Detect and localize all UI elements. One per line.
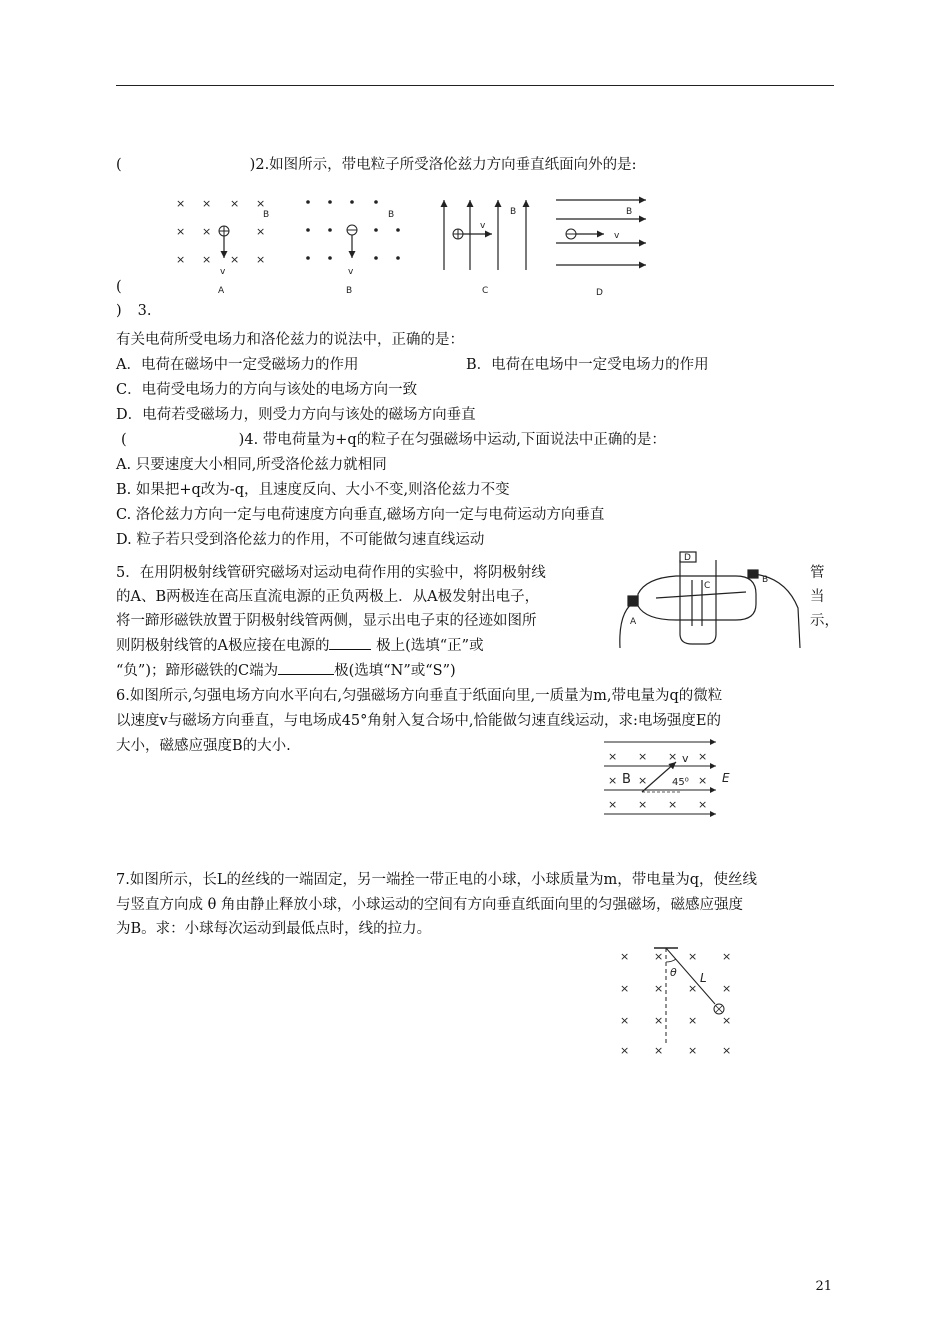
q5-fig-label-a: A: [630, 617, 637, 627]
svg-text:×: ×: [230, 197, 240, 210]
svg-text:×: ×: [688, 1014, 698, 1027]
q5-line-4-pre: 则阴极射线管的A极应接在电源的: [116, 638, 330, 654]
svg-text:×: ×: [230, 253, 240, 266]
svg-text:×: ×: [638, 798, 648, 811]
q6-fig-b-label: B: [622, 772, 631, 787]
page-number: 21: [815, 1279, 832, 1294]
q5-line-5-pre: “负”)；蹄形磁铁的C端为: [116, 663, 279, 679]
q2-line: [116, 153, 637, 174]
q5-line-3-end: 示，: [810, 613, 839, 629]
svg-text:×: ×: [698, 774, 708, 787]
q2-fig-a-v-label: v: [220, 267, 226, 277]
q4-option-a: A. 只要速度大小相同,所受洛伦兹力就相同: [116, 457, 387, 473]
header-rule: [116, 85, 834, 86]
svg-text:×: ×: [608, 750, 618, 763]
svg-text:×: ×: [698, 798, 708, 811]
q5-fig-label-d: D: [684, 553, 691, 563]
svg-text:×: ×: [202, 225, 212, 238]
q5-line-4-post: 极上(选填“正”或: [371, 638, 484, 654]
q3-paren-close: ): [116, 303, 122, 319]
svg-text:×: ×: [202, 253, 212, 266]
q2-figure: [168, 190, 658, 300]
q2-fig-d-label: D: [596, 288, 603, 298]
q4-line: [121, 428, 666, 449]
q4-option-d: D. 粒子若只受到洛伦兹力的作用，不可能做匀速直线运动: [116, 532, 485, 548]
svg-text:×: ×: [620, 950, 630, 963]
q5-line-1: 5．在用阴极射线管研究磁场对运动电荷作用的实验中，将阴极射线: [116, 565, 546, 581]
svg-text:×: ×: [654, 1014, 664, 1027]
svg-text:×: ×: [688, 1044, 698, 1057]
q2-fig-c-v-label: v: [480, 221, 486, 231]
svg-text:×: ×: [620, 1014, 630, 1027]
q5-line-3: 将一蹄形磁铁放置于阴极射线管两侧，显示出电子束的径迹如图所: [116, 613, 537, 629]
svg-text:×: ×: [638, 774, 648, 787]
svg-text:×: ×: [638, 750, 648, 763]
q6-line-2: 以速度v与磁场方向垂直，与电场成45°角射入复合场中,恰能做匀速直线运动，求:电场强度E的: [116, 713, 721, 729]
q4-option-b: B. 如果把+q改为-q，且速度反向、大小不变,则洛伦兹力不变: [116, 482, 510, 498]
svg-text:×: ×: [668, 750, 678, 763]
q5-fig-label-b: B: [762, 575, 769, 585]
q7-line-3: 为B。求：小球每次运动到最低点时，线的拉力。: [116, 921, 432, 937]
svg-text:×: ×: [620, 982, 630, 995]
q2-fig-d: [556, 200, 646, 298]
svg-text:×: ×: [722, 1014, 732, 1027]
svg-text:×: ×: [722, 950, 732, 963]
svg-text:×: ×: [256, 253, 266, 266]
q2-fig-b: [306, 200, 400, 296]
q4-option-c: C. 洛伦兹力方向一定与电荷速度方向垂直,磁场方向一定与电荷运动方向垂直: [116, 507, 605, 523]
q6-line-1: 6.如图所示,匀强电场方向水平向右,匀强磁场方向垂直于纸面向里,一质量为m,带电量为q的微粒: [116, 688, 723, 704]
q3-number-line: [116, 303, 152, 319]
svg-text:×: ×: [176, 253, 186, 266]
q7-fig-l-label: L: [700, 971, 707, 985]
q5-line-5: [116, 659, 456, 680]
q2-fig-a-b-label: B: [263, 210, 270, 220]
svg-text:×: ×: [654, 950, 664, 963]
q2-fig-b-v-label: v: [348, 267, 354, 277]
q7-line-1: 7.如图所示，长L的丝线的一端固定，另一端拴一带正电的小球，小球质量为m，带电量为q，使丝线: [116, 872, 757, 888]
q2-paren-close: ): [249, 157, 256, 173]
q5-blank-magnet[interactable]: [278, 660, 334, 675]
q2-fig-c-b-label: B: [510, 207, 517, 217]
q2-fig-c: [444, 200, 526, 296]
q2-fig-b-b-label: B: [388, 210, 395, 220]
q2-fig-d-b-label: B: [626, 207, 633, 217]
svg-text:×: ×: [620, 1044, 630, 1057]
q7-pendulum-figure: [614, 942, 740, 1058]
svg-text:×: ×: [698, 750, 708, 763]
q5-blank-pole[interactable]: [329, 635, 371, 650]
svg-text:×: ×: [256, 225, 266, 238]
svg-text:×: ×: [608, 798, 618, 811]
q6-fig-angle-label: 45⁰: [672, 777, 689, 788]
q3-option-d: D．电荷若受磁场力，则受力方向与该处的磁场方向垂直: [116, 407, 476, 423]
q3-stem: 有关电荷所受电场力和洛伦兹力的说法中，正确的是：: [116, 332, 464, 348]
q2-fig-a-label: A: [218, 286, 225, 296]
svg-text:×: ×: [608, 774, 618, 787]
q5-fig-label-c: C: [704, 581, 711, 591]
q2-fig-c-label: C: [482, 286, 489, 296]
q6-figure: [598, 736, 738, 818]
svg-text:×: ×: [654, 982, 664, 995]
q2-fig-a: [176, 197, 269, 296]
svg-text:×: ×: [654, 1044, 664, 1057]
svg-text:×: ×: [202, 197, 212, 210]
svg-text:×: ×: [668, 798, 678, 811]
q3-option-a: A．电荷在磁场中一定受磁场力的作用: [116, 357, 359, 373]
q6-fig-v-label: v: [682, 752, 689, 765]
q5-line-2-end: 当: [810, 589, 825, 605]
q6-fig-e-label: E: [722, 771, 730, 785]
q2-fig-b-label: B: [346, 286, 353, 296]
q3-paren-open: (: [116, 279, 122, 295]
q7-fig-theta-label: θ: [670, 966, 677, 979]
svg-text:×: ×: [722, 1044, 732, 1057]
svg-text:×: ×: [176, 225, 186, 238]
svg-text:×: ×: [688, 950, 698, 963]
q6-line-3: 大小，磁感应强度B的大小.: [116, 738, 291, 754]
q4-paren-open: (: [121, 432, 127, 448]
q5-line-4: [116, 634, 484, 655]
q5-cathode-ray-figure: [616, 548, 806, 658]
svg-text:×: ×: [688, 982, 698, 995]
q4-text: 4. 带电荷量为+q的粒子在匀强磁场中运动,下面说法中正确的是：: [244, 432, 666, 448]
q2-text: 2.如图所示，带电粒子所受洛伦兹力方向垂直纸面向外的是:: [255, 157, 637, 173]
svg-text:×: ×: [722, 982, 732, 995]
svg-text:×: ×: [176, 197, 186, 210]
q3-option-c: C．电荷受电场力的方向与该处的电场方向一致: [116, 382, 418, 398]
q2-paren-open: (: [116, 157, 122, 173]
q5-line-5-post: 极(选填“N”或“S”): [334, 663, 456, 679]
q5-line-2: 的A、B两极连在高压直流电源的正负两极上．从A极发射出电子，: [116, 589, 540, 605]
q4-paren-close: ): [238, 432, 245, 448]
svg-text:×: ×: [256, 197, 266, 210]
q3-option-b: B．电荷在电场中一定受电场力的作用: [466, 357, 709, 373]
q3-number: 3.: [137, 303, 152, 319]
q5-line-1-end: 管: [810, 565, 825, 581]
q7-line-2: 与竖直方向成 θ 角由静止释放小球，小球运动的空间有方向垂直纸面向里的匀强磁场，磁感应强度: [116, 897, 743, 913]
q2-fig-d-v-label: v: [614, 231, 620, 241]
